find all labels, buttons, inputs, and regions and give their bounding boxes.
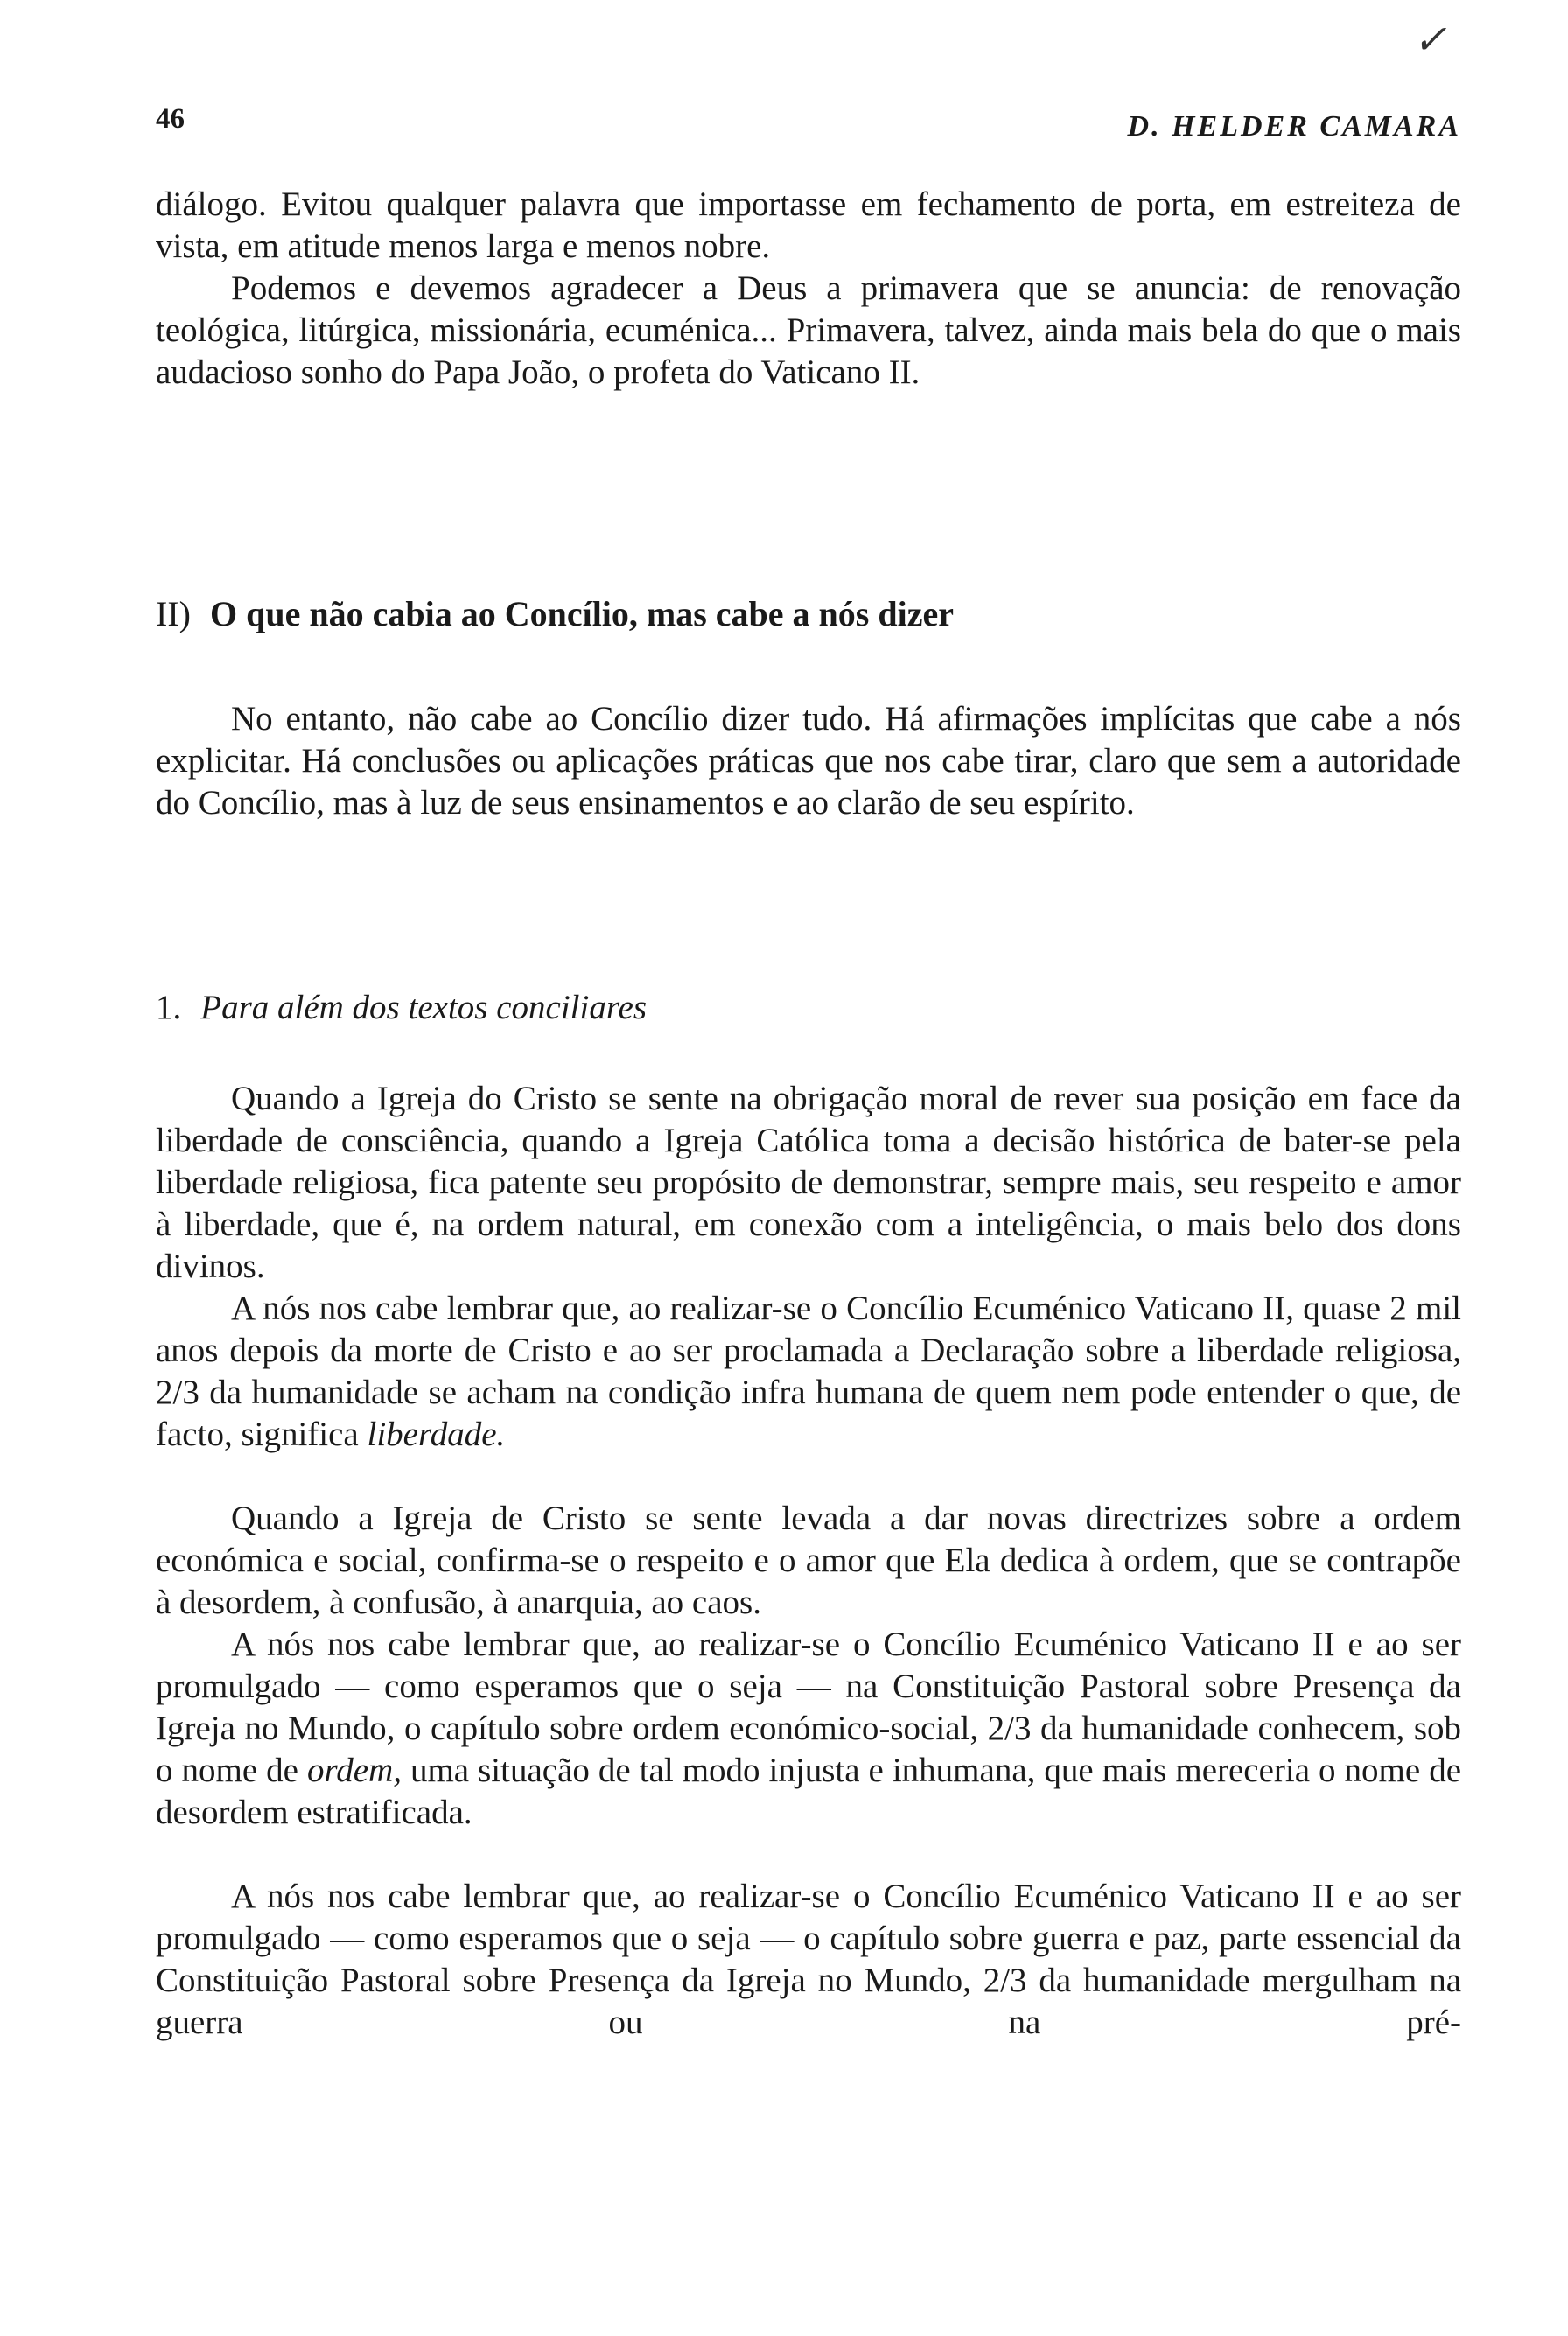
paragraph-no-entanto: No entanto, não cabe ao Concílio dizer tudo. Há afirmações implícitas que cabe a nós explicitar. Há conclusões ou aplicações práticas que nos cabe tirar, claro que sem a autoridade do Concílio, mas à luz de seus ensinamentos e ao clarão de seu espírito.	[156, 700, 1461, 822]
paragraph-primavera: Podemos e devemos agradecer a Deus a primavera que se anuncia: de renovação teológica, litúrgica, missionária, ecuménica... Primavera, talvez, ainda mais bela do que o mais audacioso sonho do Papa João, o profeta do Vaticano II.	[156, 269, 1461, 391]
emphasis-ordem: ordem,	[306, 1752, 402, 1789]
subsection-number: 1.	[156, 989, 182, 1026]
paragraph-ordem-economica: Quando a Igreja de Cristo se sente levada a dar novas directrizes sobre a ordem económica e social, confirma-se o respeito e o amor que Ela dedica à ordem, que se contrapõe à desordem, à confusão, à anarquia, ao caos.	[156, 1500, 1461, 1621]
page-header	[156, 103, 1461, 156]
page-number: 46	[156, 103, 185, 135]
paragraph-ordem-social	[156, 1624, 1461, 1834]
subsection-heading	[156, 987, 1461, 1029]
running-head: D. HELDER CAMARA	[1127, 110, 1461, 143]
subsection-title: Para além dos textos conciliares	[200, 989, 648, 1026]
paragraph-continuation: diálogo. Evitou qualquer palavra que importasse em fechamento de porta, em estreiteza de vista, em atitude menos larga e menos nobre.	[156, 185, 1461, 265]
handwritten-check-mark: ✓	[1413, 17, 1447, 62]
paragraph-text: A nós nos cabe lembrar que, ao realizar-se o Concílio Ecuménico Vaticano II, quase 2 mil anos depois da morte de Cristo e ao ser proclamada a Declaração sobre a liberdade religiosa, 2/3 da humanidade se acham na condição infra humana de quem nem pode entender o que, de facto, significa	[156, 1290, 1461, 1453]
paragraph-guerra-paz: A nós nos cabe lembrar que, ao realizar-se o Concílio Ecuménico Vaticano II e ao ser promulgado — como esperamos que o seja — o capítulo sobre guerra e paz, parte essencial da Constituição Pastoral sobre Presença da Igreja no Mundo, 2/3 da humanidade mergulham na guerra ou na pré-	[156, 1878, 1461, 2041]
emphasis-liberdade: liberdade.	[367, 1416, 506, 1453]
section-title: O que não cabia ao Concílio, mas cabe a nós dizer	[209, 594, 954, 633]
section-number: II)	[156, 594, 191, 633]
paragraph-liberdade-religiosa: Quando a Igreja do Cristo se sente na obrigação moral de rever sua posição em face da liberdade de consciência, quando a Igreja Católica toma a decisão histórica de bater-se pela liberdade religiosa, fica patente seu propósito de demonstrar, sempre mais, seu respeito e amor à liberdade, que é, na ordem natural, em conexão com a inteligência, o mais belo dos dons divinos.	[156, 1080, 1461, 1285]
section-heading	[156, 593, 1461, 635]
paragraph-text-a: A nós nos cabe lembrar que, ao realizar-se o Concílio Ecuménico Vaticano II e ao ser promulgado — como esperamos que o seja — na Constituição Pastoral sobre Presença da Igreja no Mundo, o capítulo sobre ordem económico-social, 2/3 da humanidade conhecem, sob o nome de	[156, 1626, 1461, 1789]
paragraph-text-b: uma situação de tal modo injusta e inhumana, que mais mereceria o nome de desordem estratificada.	[156, 1752, 1462, 1831]
paragraph-humanidade-liberdade	[156, 1288, 1461, 1456]
